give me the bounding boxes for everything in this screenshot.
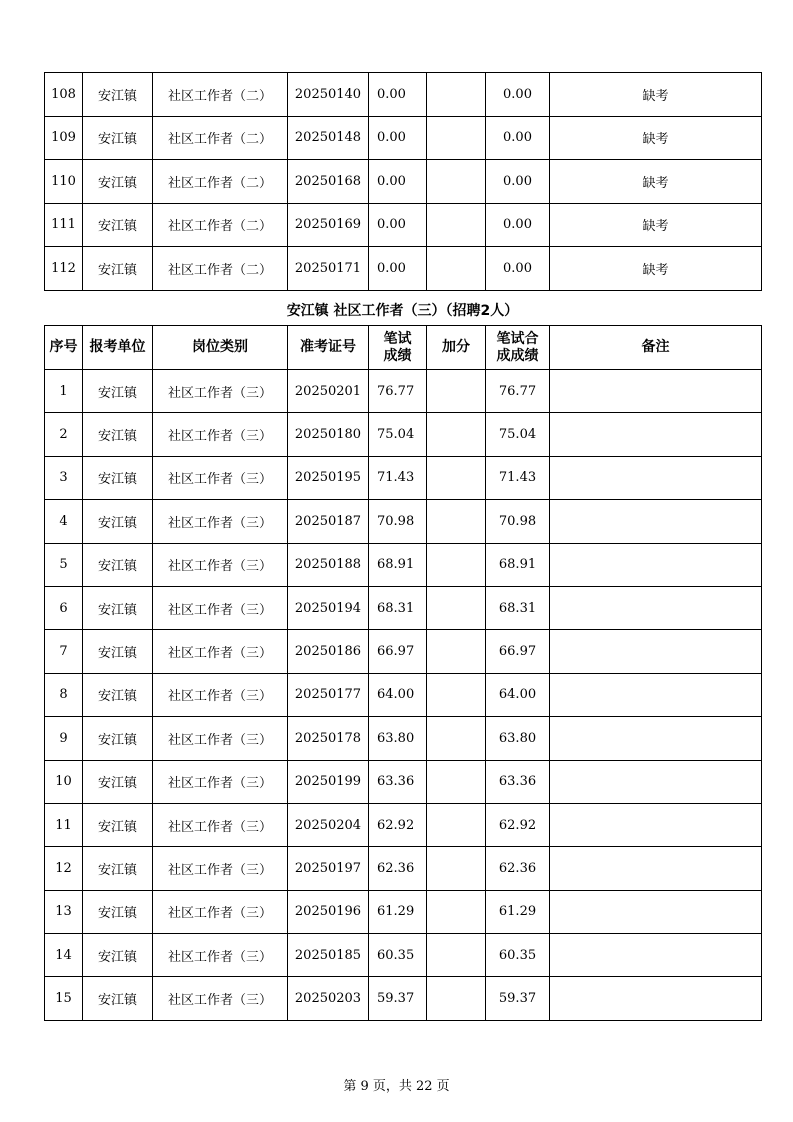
total-score-cell: 76.77: [486, 370, 550, 413]
written-score-cell: 0.00: [369, 160, 427, 204]
seq-cell: 111: [45, 203, 83, 247]
seq-cell: 13: [45, 890, 83, 933]
unit-cell: 安江镇: [83, 890, 153, 933]
table-row: [45, 160, 762, 204]
remarks-cell: 缺考: [550, 160, 762, 204]
bonus-cell: [427, 803, 486, 846]
exam-id-cell: 20250204: [288, 803, 369, 846]
bonus-cell: [427, 116, 486, 160]
table-row: [45, 456, 762, 499]
seq-cell: 4: [45, 500, 83, 543]
exam-id-cell: 20250203: [288, 977, 369, 1020]
total-score-cell: 0.00: [486, 247, 550, 291]
unit-cell: 安江镇: [83, 543, 153, 586]
unit-cell: 安江镇: [83, 456, 153, 499]
unit-cell: 安江镇: [83, 717, 153, 760]
exam-id-cell: 20250197: [288, 847, 369, 890]
written-score-cell: 75.04: [369, 413, 427, 456]
header-row: [45, 326, 762, 370]
remarks-cell: [550, 673, 762, 716]
seq-cell: 2: [45, 413, 83, 456]
seq-cell: 10: [45, 760, 83, 803]
header-seq: 序号: [45, 326, 83, 370]
unit-cell: 安江镇: [83, 977, 153, 1020]
unit-cell: 安江镇: [83, 116, 153, 160]
unit-cell: 安江镇: [83, 630, 153, 673]
bonus-cell: [427, 73, 486, 117]
written-score-cell: 66.97: [369, 630, 427, 673]
remarks-cell: [550, 977, 762, 1020]
remarks-cell: 缺考: [550, 73, 762, 117]
total-score-cell: 0.00: [486, 203, 550, 247]
total-score-cell: 0.00: [486, 116, 550, 160]
bonus-cell: [427, 977, 486, 1020]
header-exam-id: 准考证号: [288, 326, 369, 370]
exam-id-cell: 20250169: [288, 203, 369, 247]
position-cell: 社区工作者（二）: [153, 247, 288, 291]
position-cell: 社区工作者（二）: [153, 160, 288, 204]
written-score-cell: 60.35: [369, 934, 427, 977]
seq-cell: 3: [45, 456, 83, 499]
bonus-cell: [427, 890, 486, 933]
seq-cell: 1: [45, 370, 83, 413]
unit-cell: 安江镇: [83, 934, 153, 977]
previous-results-table: [44, 72, 762, 291]
written-score-cell: 62.92: [369, 803, 427, 846]
table-row: [45, 543, 762, 586]
bonus-cell: [427, 543, 486, 586]
position-cell: 社区工作者（三）: [153, 803, 288, 846]
position-cell: 社区工作者（三）: [153, 543, 288, 586]
table-row: [45, 934, 762, 977]
header-remarks: 备注: [550, 326, 762, 370]
position-cell: 社区工作者（三）: [153, 934, 288, 977]
position-cell: 社区工作者（三）: [153, 717, 288, 760]
bonus-cell: [427, 673, 486, 716]
total-score-cell: 0.00: [486, 73, 550, 117]
unit-cell: 安江镇: [83, 73, 153, 117]
bonus-cell: [427, 160, 486, 204]
position-cell: 社区工作者（三）: [153, 890, 288, 933]
total-score-cell: 62.92: [486, 803, 550, 846]
unit-cell: 安江镇: [83, 413, 153, 456]
results-table: [44, 325, 762, 1021]
written-score-cell: 0.00: [369, 247, 427, 291]
seq-cell: 110: [45, 160, 83, 204]
bonus-cell: [427, 247, 486, 291]
written-score-cell: 63.80: [369, 717, 427, 760]
position-cell: 社区工作者（三）: [153, 977, 288, 1020]
header-unit: 报考单位: [83, 326, 153, 370]
total-score-cell: 70.98: [486, 500, 550, 543]
remarks-cell: [550, 630, 762, 673]
remarks-cell: [550, 543, 762, 586]
written-score-cell: 0.00: [369, 73, 427, 117]
seq-cell: 7: [45, 630, 83, 673]
seq-cell: 109: [45, 116, 83, 160]
position-cell: 社区工作者（二）: [153, 116, 288, 160]
table-row: [45, 847, 762, 890]
exam-id-cell: 20250177: [288, 673, 369, 716]
position-cell: 社区工作者（三）: [153, 370, 288, 413]
bonus-cell: [427, 847, 486, 890]
position-cell: 社区工作者（三）: [153, 413, 288, 456]
position-cell: 社区工作者（三）: [153, 586, 288, 629]
total-score-cell: 63.36: [486, 760, 550, 803]
exam-id-cell: 20250196: [288, 890, 369, 933]
exam-id-cell: 20250178: [288, 717, 369, 760]
table-row: [45, 586, 762, 629]
remarks-cell: 缺考: [550, 116, 762, 160]
remarks-cell: [550, 586, 762, 629]
position-cell: 社区工作者（三）: [153, 847, 288, 890]
exam-id-cell: 20250201: [288, 370, 369, 413]
table-row: [45, 977, 762, 1020]
unit-cell: 安江镇: [83, 673, 153, 716]
table-row: [45, 247, 762, 291]
remarks-cell: [550, 847, 762, 890]
seq-cell: 12: [45, 847, 83, 890]
table-row: [45, 370, 762, 413]
total-score-cell: 75.04: [486, 413, 550, 456]
header-written-score: 笔试 成绩: [369, 326, 427, 370]
seq-cell: 9: [45, 717, 83, 760]
unit-cell: 安江镇: [83, 160, 153, 204]
header-bonus: 加分: [427, 326, 486, 370]
table-row: [45, 890, 762, 933]
bonus-cell: [427, 370, 486, 413]
exam-id-cell: 20250148: [288, 116, 369, 160]
seq-cell: 6: [45, 586, 83, 629]
bonus-cell: [427, 717, 486, 760]
seq-cell: 15: [45, 977, 83, 1020]
total-score-cell: 66.97: [486, 630, 550, 673]
seq-cell: 5: [45, 543, 83, 586]
exam-id-cell: 20250194: [288, 586, 369, 629]
unit-cell: 安江镇: [83, 500, 153, 543]
bonus-cell: [427, 586, 486, 629]
remarks-cell: [550, 413, 762, 456]
written-score-cell: 64.00: [369, 673, 427, 716]
table-row: [45, 203, 762, 247]
total-score-cell: 59.37: [486, 977, 550, 1020]
position-cell: 社区工作者（三）: [153, 760, 288, 803]
remarks-cell: [550, 456, 762, 499]
table-row: [45, 803, 762, 846]
seq-cell: 8: [45, 673, 83, 716]
bonus-cell: [427, 500, 486, 543]
table-row: [45, 630, 762, 673]
remarks-cell: [550, 717, 762, 760]
written-score-cell: 0.00: [369, 116, 427, 160]
remarks-cell: [550, 370, 762, 413]
written-score-cell: 68.91: [369, 543, 427, 586]
bonus-cell: [427, 456, 486, 499]
header-total-score: 笔试合 成成绩: [486, 326, 550, 370]
table-row: [45, 500, 762, 543]
exam-id-cell: 20250195: [288, 456, 369, 499]
unit-cell: 安江镇: [83, 803, 153, 846]
seq-cell: 11: [45, 803, 83, 846]
position-cell: 社区工作者（三）: [153, 673, 288, 716]
unit-cell: 安江镇: [83, 370, 153, 413]
table-row: [45, 73, 762, 117]
unit-cell: 安江镇: [83, 847, 153, 890]
total-score-cell: 61.29: [486, 890, 550, 933]
exam-id-cell: 20250187: [288, 500, 369, 543]
total-score-cell: 63.80: [486, 717, 550, 760]
total-score-cell: 68.31: [486, 586, 550, 629]
bonus-cell: [427, 760, 486, 803]
seq-cell: 112: [45, 247, 83, 291]
remarks-cell: [550, 803, 762, 846]
remarks-cell: [550, 500, 762, 543]
header-position: 岗位类别: [153, 326, 288, 370]
written-score-cell: 59.37: [369, 977, 427, 1020]
total-score-cell: 62.36: [486, 847, 550, 890]
bonus-cell: [427, 934, 486, 977]
remarks-cell: 缺考: [550, 203, 762, 247]
unit-cell: 安江镇: [83, 586, 153, 629]
written-score-cell: 62.36: [369, 847, 427, 890]
position-cell: 社区工作者（三）: [153, 630, 288, 673]
section-title: 安江镇 社区工作者（三）（招聘2人）: [286, 303, 519, 319]
written-score-cell: 70.98: [369, 500, 427, 543]
total-score-cell: 68.91: [486, 543, 550, 586]
remarks-cell: [550, 934, 762, 977]
written-score-cell: 0.00: [369, 203, 427, 247]
unit-cell: 安江镇: [83, 247, 153, 291]
total-score-cell: 0.00: [486, 160, 550, 204]
total-score-cell: 64.00: [486, 673, 550, 716]
bonus-cell: [427, 413, 486, 456]
seq-cell: 14: [45, 934, 83, 977]
table-row: [45, 116, 762, 160]
position-cell: 社区工作者（二）: [153, 73, 288, 117]
table-row: [45, 717, 762, 760]
total-score-cell: 71.43: [486, 456, 550, 499]
exam-id-cell: 20250188: [288, 543, 369, 586]
bonus-cell: [427, 630, 486, 673]
position-cell: 社区工作者（三）: [153, 500, 288, 543]
table-row: [45, 760, 762, 803]
total-score-cell: 60.35: [486, 934, 550, 977]
table-row: [45, 673, 762, 716]
page-footer: 第 9 页，共 22 页: [343, 1079, 450, 1094]
written-score-cell: 63.36: [369, 760, 427, 803]
exam-id-cell: 20250140: [288, 73, 369, 117]
remarks-cell: [550, 760, 762, 803]
exam-id-cell: 20250185: [288, 934, 369, 977]
remarks-cell: [550, 890, 762, 933]
remarks-cell: 缺考: [550, 247, 762, 291]
exam-id-cell: 20250171: [288, 247, 369, 291]
table-row: [45, 413, 762, 456]
written-score-cell: 61.29: [369, 890, 427, 933]
exam-id-cell: 20250199: [288, 760, 369, 803]
bonus-cell: [427, 203, 486, 247]
position-cell: 社区工作者（二）: [153, 203, 288, 247]
unit-cell: 安江镇: [83, 760, 153, 803]
written-score-cell: 68.31: [369, 586, 427, 629]
written-score-cell: 71.43: [369, 456, 427, 499]
exam-id-cell: 20250168: [288, 160, 369, 204]
seq-cell: 108: [45, 73, 83, 117]
unit-cell: 安江镇: [83, 203, 153, 247]
exam-id-cell: 20250186: [288, 630, 369, 673]
written-score-cell: 76.77: [369, 370, 427, 413]
position-cell: 社区工作者（三）: [153, 456, 288, 499]
exam-id-cell: 20250180: [288, 413, 369, 456]
